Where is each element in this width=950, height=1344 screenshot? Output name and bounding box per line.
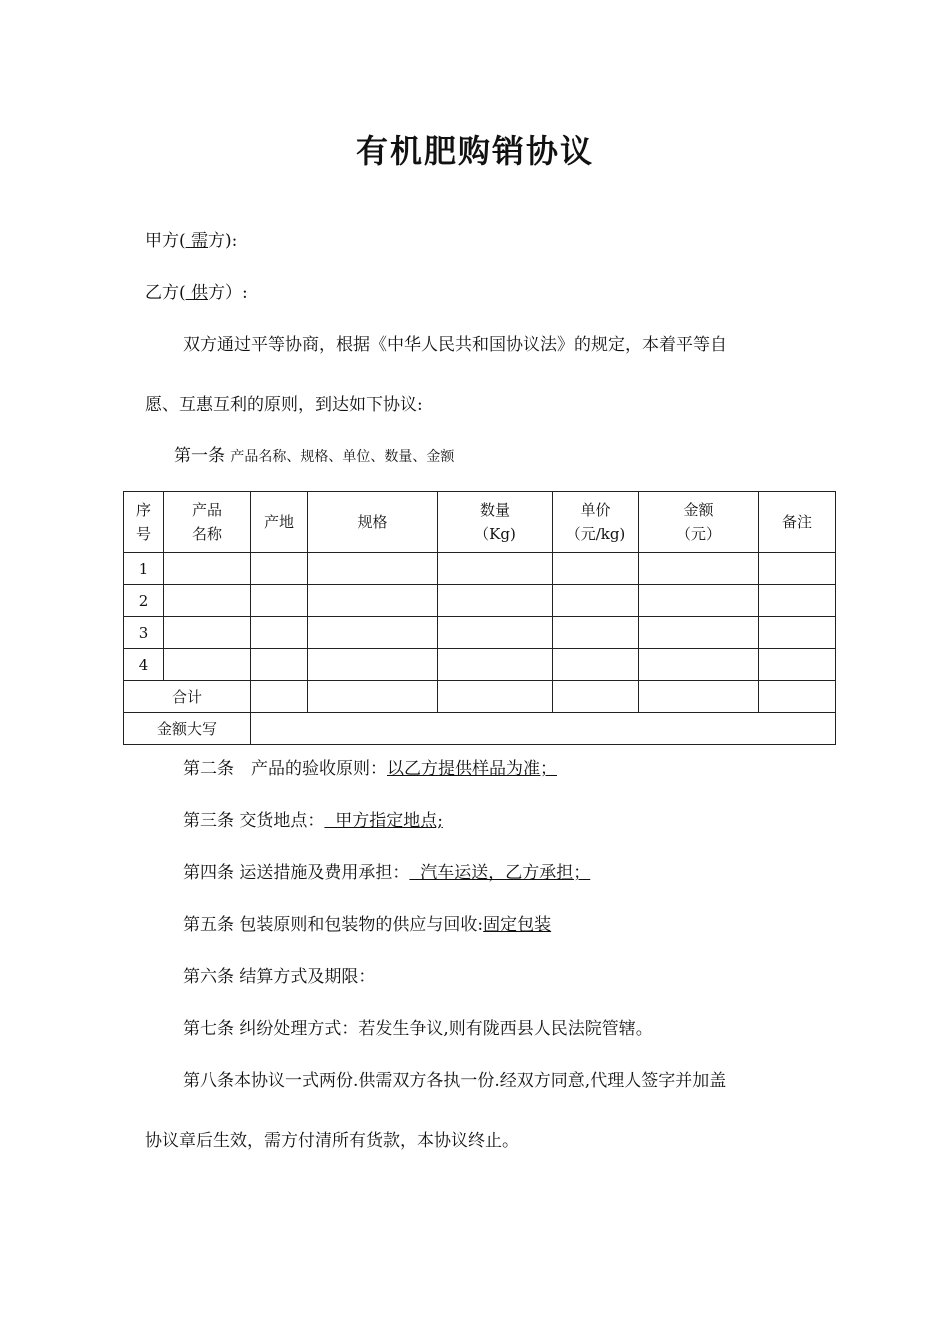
total-remark[interactable] (759, 681, 836, 713)
cell-remark[interactable] (759, 553, 836, 585)
cell-product-name[interactable] (164, 649, 251, 681)
clause-7-text: 纠纷处理方式：若发生争议,则有陇西县人民法院管辖。 (234, 1019, 653, 1039)
cell-spec[interactable] (308, 617, 438, 649)
cell-amount[interactable] (639, 649, 759, 681)
row-seq: 4 (124, 649, 164, 681)
party-b-role: 供 (185, 283, 209, 303)
cell-amount[interactable] (639, 553, 759, 585)
clause-1 (174, 441, 454, 466)
cell-quantity[interactable] (438, 585, 553, 617)
header-product-name: 产品 名称 (164, 492, 251, 553)
clause-4-value: 汽车运送，乙方承担； (409, 863, 591, 883)
clause-6-label: 第六条 (183, 967, 234, 987)
cell-origin[interactable] (251, 649, 308, 681)
document-title: 有机肥购销协议 (355, 132, 594, 170)
cell-origin[interactable] (251, 553, 308, 585)
cell-product-name[interactable] (164, 553, 251, 585)
clause-4-text: 运送措施及费用承担： (234, 863, 410, 883)
header-unit-price: 单价 （元/kg) (553, 492, 639, 553)
clause-2-value: 以乙方提供样品为准； (387, 759, 557, 779)
clause-8-line-2: 协议章后生效，需方付清所有货款，本协议终止。 (145, 1131, 519, 1151)
table-row (124, 649, 836, 681)
amount-in-words-value[interactable] (251, 713, 836, 745)
clause-2-label: 第二条 (183, 759, 234, 779)
row-seq: 1 (124, 553, 164, 585)
cell-quantity[interactable] (438, 617, 553, 649)
clause-2-text: 产品的验收原则： (234, 759, 387, 779)
header-origin: 产地 (251, 492, 308, 553)
cell-amount[interactable] (639, 617, 759, 649)
party-b-prefix: 乙方( (145, 283, 186, 303)
clause-3-label: 第三条 (183, 811, 234, 831)
intro-line-1: 双方通过平等协商，根据《中华人民共和国协议法》的规定，本着平等自 (183, 335, 727, 355)
product-table (123, 491, 836, 745)
total-amount[interactable] (639, 681, 759, 713)
header-remark: 备注 (759, 492, 836, 553)
table-row (124, 553, 836, 585)
party-a-prefix: 甲方( (145, 231, 186, 251)
cell-unit-price[interactable] (553, 553, 639, 585)
party-b-suffix: 方）: (208, 283, 248, 303)
cell-remark[interactable] (759, 649, 836, 681)
clause-6 (183, 962, 375, 987)
clause-3 (183, 806, 443, 831)
total-label: 合计 (124, 681, 251, 713)
cell-spec[interactable] (308, 649, 438, 681)
amount-in-words-label: 金额大写 (124, 713, 251, 745)
clause-1-text: 产品名称、规格、单位、数量、金额 (230, 449, 455, 465)
total-origin[interactable] (251, 681, 308, 713)
row-seq: 3 (124, 617, 164, 649)
header-quantity: 数量 （Kg) (438, 492, 553, 553)
cell-spec[interactable] (308, 585, 438, 617)
clause-2 (183, 754, 557, 779)
amount-in-words-row (124, 713, 836, 745)
cell-origin[interactable] (251, 617, 308, 649)
cell-quantity[interactable] (438, 553, 553, 585)
cell-amount[interactable] (639, 585, 759, 617)
clause-5-value: 固定包装 (483, 915, 552, 935)
total-row (124, 681, 836, 713)
party-a-suffix: 方): (208, 231, 238, 251)
party-a-line (145, 226, 237, 251)
party-b-line (145, 278, 248, 303)
clause-1-label: 第一条 (174, 446, 225, 466)
clause-3-text: 交货地点： (234, 811, 325, 831)
clause-7 (183, 1014, 653, 1039)
header-amount: 金额 （元） (639, 492, 759, 553)
cell-unit-price[interactable] (553, 585, 639, 617)
table-header-row (124, 492, 836, 553)
total-unit-price[interactable] (553, 681, 639, 713)
table-row (124, 617, 836, 649)
cell-origin[interactable] (251, 585, 308, 617)
party-a-role: 需 (185, 231, 209, 251)
clause-4-label: 第四条 (183, 863, 234, 883)
clause-5-text: 包装原则和包装物的供应与回收: (234, 915, 484, 935)
clause-6-text: 结算方式及期限： (234, 967, 376, 987)
clause-5 (183, 910, 551, 935)
row-seq: 2 (124, 585, 164, 617)
total-spec[interactable] (308, 681, 438, 713)
header-seq: 序 号 (124, 492, 164, 553)
cell-unit-price[interactable] (553, 649, 639, 681)
cell-product-name[interactable] (164, 617, 251, 649)
total-quantity[interactable] (438, 681, 553, 713)
cell-unit-price[interactable] (553, 617, 639, 649)
cell-spec[interactable] (308, 553, 438, 585)
clause-3-value: 甲方指定地点; (324, 811, 443, 831)
table-row (124, 585, 836, 617)
cell-remark[interactable] (759, 585, 836, 617)
clause-5-label: 第五条 (183, 915, 234, 935)
clause-8-line-1: 第八条本协议一式两份.供需双方各执一份.经双方同意,代理人签字并加盖 (183, 1071, 727, 1091)
clause-4 (183, 858, 590, 883)
intro-line-2: 愿、互惠互利的原则，到达如下协议: (145, 395, 423, 415)
cell-remark[interactable] (759, 617, 836, 649)
cell-product-name[interactable] (164, 585, 251, 617)
header-spec: 规格 (308, 492, 438, 553)
clause-7-label: 第七条 (183, 1019, 234, 1039)
cell-quantity[interactable] (438, 649, 553, 681)
